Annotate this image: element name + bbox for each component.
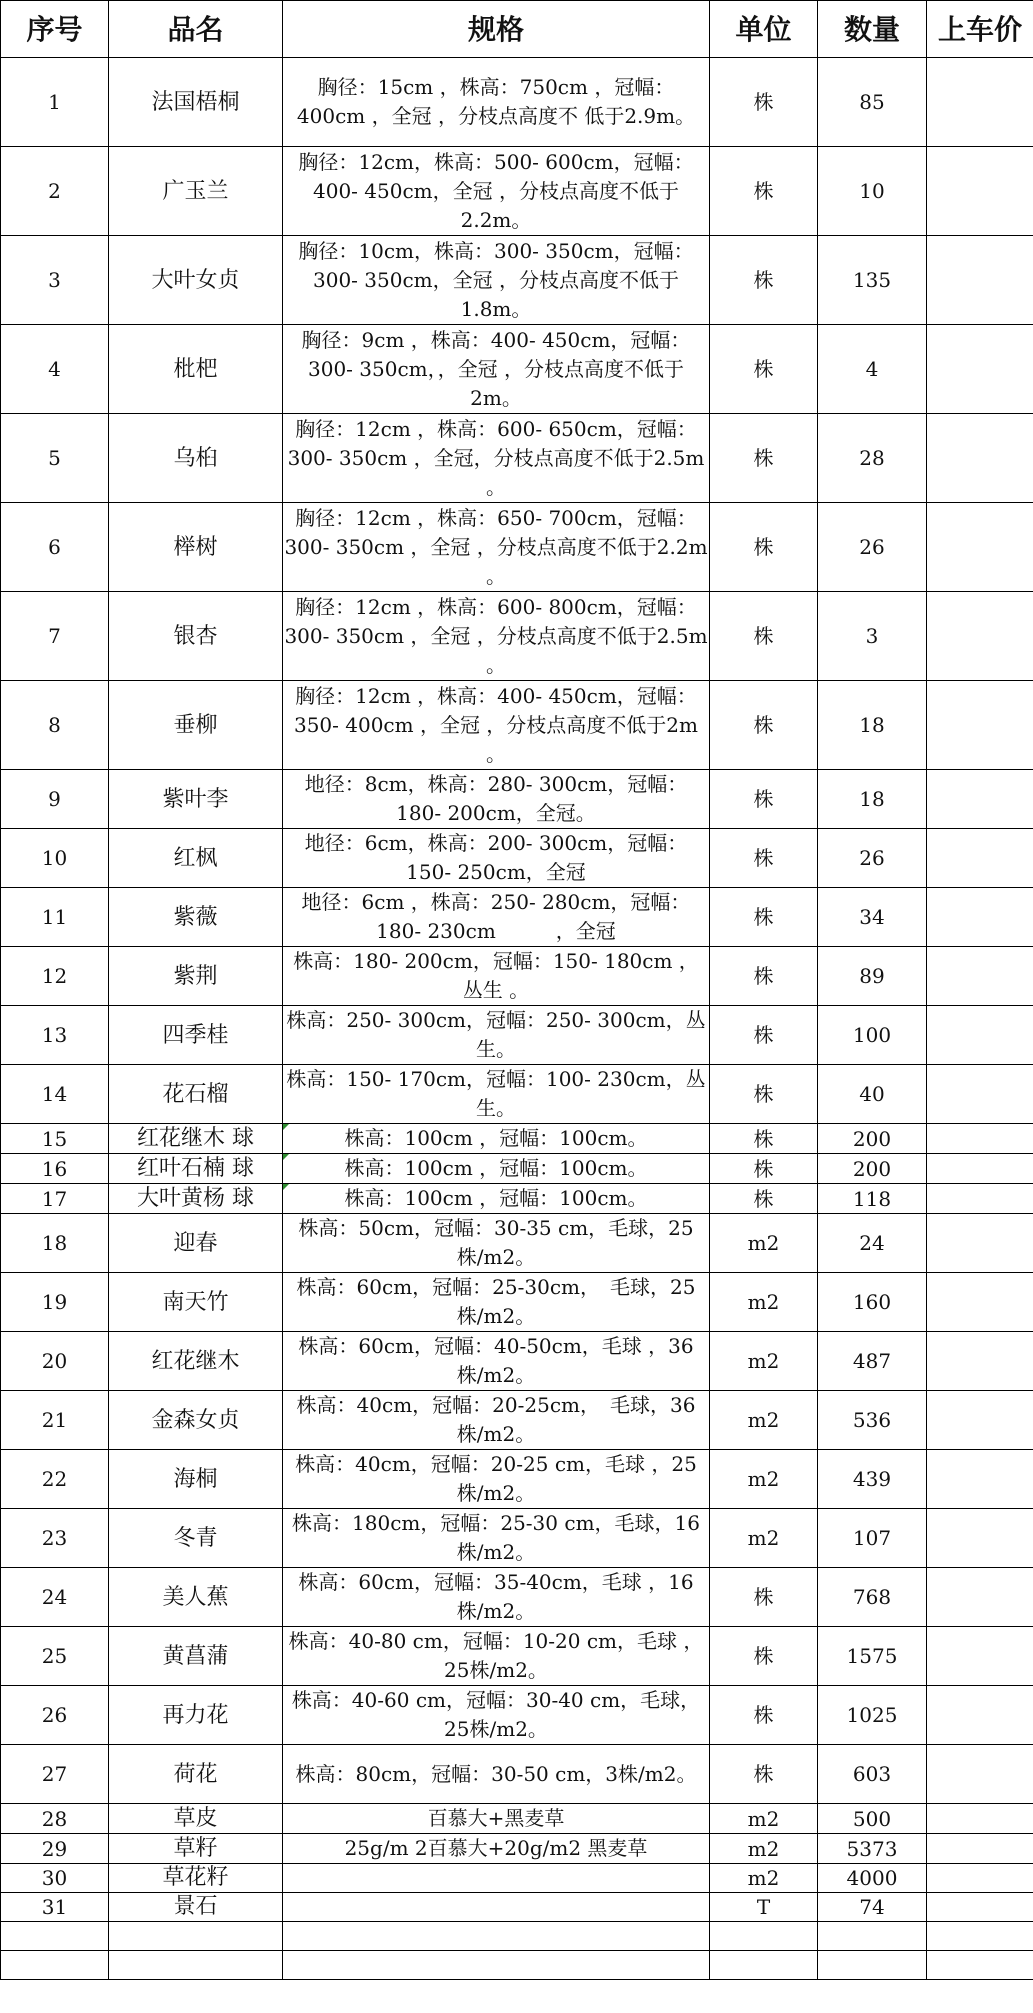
cell-quantity: 4000 bbox=[818, 1864, 927, 1893]
cell-index: 15 bbox=[1, 1124, 109, 1154]
header-index: 序号 bbox=[1, 1, 109, 58]
cell-price bbox=[927, 1006, 1033, 1065]
cell-unit bbox=[710, 1922, 818, 1951]
cell-price bbox=[927, 1686, 1033, 1745]
cell-spec: 百慕大+黑麦草 bbox=[283, 1804, 710, 1834]
table-row bbox=[1, 1124, 1033, 1154]
cell-quantity: 439 bbox=[818, 1450, 927, 1509]
cell-price bbox=[927, 1065, 1033, 1124]
cell-quantity: 74 bbox=[818, 1893, 927, 1922]
table-row bbox=[1, 1951, 1033, 1980]
cell-index: 23 bbox=[1, 1509, 109, 1568]
header-spec: 规格 bbox=[283, 1, 710, 58]
cell-price bbox=[927, 1332, 1033, 1391]
cell-price bbox=[927, 829, 1033, 888]
cell-unit: 株 bbox=[710, 592, 818, 681]
cell-unit: 株 bbox=[710, 58, 818, 147]
cell-index: 8 bbox=[1, 681, 109, 770]
cell-quantity: 1025 bbox=[818, 1686, 927, 1745]
cell-name: 红花继木 球 bbox=[109, 1124, 283, 1154]
cell-name: 海桐 bbox=[109, 1450, 283, 1509]
cell-name: 大叶黄杨 球 bbox=[109, 1184, 283, 1214]
cell-price bbox=[927, 1568, 1033, 1627]
cell-price bbox=[927, 503, 1033, 592]
cell-spec: 株高：40-60 cm，冠幅：30-40 cm，毛球，25株/m2。 bbox=[283, 1686, 710, 1745]
cell-spec: 株高：250- 300cm，冠幅：250- 300cm，丛生。 bbox=[283, 1006, 710, 1065]
cell-spec bbox=[283, 1922, 710, 1951]
cell-unit: 株 bbox=[710, 829, 818, 888]
cell-quantity: 40 bbox=[818, 1065, 927, 1124]
cell-spec: 胸径：12cm ，株高：400- 450cm，冠幅：350- 400cm ，全冠 ，分枝点高度不低于2m 。 bbox=[283, 681, 710, 770]
cell-quantity: 160 bbox=[818, 1273, 927, 1332]
cell-price bbox=[927, 770, 1033, 829]
cell-unit: 株 bbox=[710, 1154, 818, 1184]
cell-spec: 地径：6cm，株高：200- 300cm，冠幅：150- 250cm，全冠 bbox=[283, 829, 710, 888]
cell-index: 28 bbox=[1, 1804, 109, 1834]
cell-unit: 株 bbox=[710, 1006, 818, 1065]
cell-quantity: 34 bbox=[818, 888, 927, 947]
table-row bbox=[1, 1509, 1033, 1568]
cell-price bbox=[927, 325, 1033, 414]
cell-index: 24 bbox=[1, 1568, 109, 1627]
cell-quantity: 1575 bbox=[818, 1627, 927, 1686]
cell-index: 27 bbox=[1, 1745, 109, 1804]
cell-spec bbox=[283, 1864, 710, 1893]
cell-name: 草皮 bbox=[109, 1804, 283, 1834]
table-row bbox=[1, 947, 1033, 1006]
cell-spec: 胸径：15cm ，株高：750cm ，冠幅：400cm ，全冠 ，分枝点高度不 低于2.9m。 bbox=[283, 58, 710, 147]
header-quantity: 数量 bbox=[818, 1, 927, 58]
cell-spec: 株高：180- 200cm，冠幅：150- 180cm ，丛生 。 bbox=[283, 947, 710, 1006]
cell-quantity: 107 bbox=[818, 1509, 927, 1568]
cell-index: 4 bbox=[1, 325, 109, 414]
cell-name: 紫荆 bbox=[109, 947, 283, 1006]
cell-index: 14 bbox=[1, 1065, 109, 1124]
cell-quantity: 603 bbox=[818, 1745, 927, 1804]
cell-price bbox=[927, 1922, 1033, 1951]
cell-quantity: 18 bbox=[818, 681, 927, 770]
table-row bbox=[1, 1332, 1033, 1391]
cell-name: 红叶石楠 球 bbox=[109, 1154, 283, 1184]
cell-spec: 株高：100cm ，冠幅：100cm。 bbox=[283, 1184, 710, 1214]
cell-unit: 株 bbox=[710, 414, 818, 503]
cell-name: 美人蕉 bbox=[109, 1568, 283, 1627]
cell-price bbox=[927, 947, 1033, 1006]
cell-unit: 株 bbox=[710, 325, 818, 414]
cell-price bbox=[927, 1834, 1033, 1864]
table-row bbox=[1, 1065, 1033, 1124]
cell-unit: m2 bbox=[710, 1273, 818, 1332]
table-row bbox=[1, 1273, 1033, 1332]
cell-quantity: 24 bbox=[818, 1214, 927, 1273]
cell-spec bbox=[283, 1951, 710, 1980]
cell-name: 南天竹 bbox=[109, 1273, 283, 1332]
cell-spec: 株高：180cm，冠幅：25-30 cm，毛球，16株/m2。 bbox=[283, 1509, 710, 1568]
cell-unit: 株 bbox=[710, 503, 818, 592]
cell-spec: 株高：80cm，冠幅：30-50 cm，3株/m2。 bbox=[283, 1745, 710, 1804]
table-row bbox=[1, 1893, 1033, 1922]
cell-index: 16 bbox=[1, 1154, 109, 1184]
cell-quantity: 85 bbox=[818, 58, 927, 147]
cell-spec: 株高：60cm，冠幅：40-50cm，毛球 ，36株/m2。 bbox=[283, 1332, 710, 1391]
cell-price bbox=[927, 592, 1033, 681]
cell-price bbox=[927, 1184, 1033, 1214]
cell-unit: m2 bbox=[710, 1214, 818, 1273]
cell-quantity: 5373 bbox=[818, 1834, 927, 1864]
cell-quantity: 100 bbox=[818, 1006, 927, 1065]
cell-price bbox=[927, 1214, 1033, 1273]
cell-spec: 胸径：12cm ，株高：650- 700cm，冠幅：300- 350cm ，全冠 ，分枝点高度不低于2.2m 。 bbox=[283, 503, 710, 592]
cell-index: 11 bbox=[1, 888, 109, 947]
cell-quantity: 200 bbox=[818, 1124, 927, 1154]
cell-unit: 株 bbox=[710, 770, 818, 829]
cell-quantity: 4 bbox=[818, 325, 927, 414]
cell-name: 四季桂 bbox=[109, 1006, 283, 1065]
cell-quantity: 118 bbox=[818, 1184, 927, 1214]
cell-price bbox=[927, 236, 1033, 325]
cell-quantity: 200 bbox=[818, 1154, 927, 1184]
cell-name: 枇杷 bbox=[109, 325, 283, 414]
cell-spec: 株高：150- 170cm，冠幅：100- 230cm，丛生。 bbox=[283, 1065, 710, 1124]
cell-unit: 株 bbox=[710, 947, 818, 1006]
table-row bbox=[1, 1006, 1033, 1065]
cell-price bbox=[927, 1124, 1033, 1154]
table-row bbox=[1, 1864, 1033, 1893]
cell-quantity: 26 bbox=[818, 503, 927, 592]
cell-name: 红枫 bbox=[109, 829, 283, 888]
cell-index bbox=[1, 1922, 109, 1951]
cell-price bbox=[927, 681, 1033, 770]
cell-name: 垂柳 bbox=[109, 681, 283, 770]
table-row bbox=[1, 1834, 1033, 1864]
cell-name: 银杏 bbox=[109, 592, 283, 681]
cell-spec: 株高：40-80 cm，冠幅：10-20 cm，毛球 ，25株/m2。 bbox=[283, 1627, 710, 1686]
table-row bbox=[1, 1214, 1033, 1273]
table-row bbox=[1, 592, 1033, 681]
cell-spec: 株高：40cm，冠幅：20-25cm， 毛球，36株/m2。 bbox=[283, 1391, 710, 1450]
cell-quantity bbox=[818, 1951, 927, 1980]
cell-unit: 株 bbox=[710, 1124, 818, 1154]
cell-price bbox=[927, 1509, 1033, 1568]
cell-name: 红花继木 bbox=[109, 1332, 283, 1391]
cell-name: 金森女贞 bbox=[109, 1391, 283, 1450]
cell-unit: 株 bbox=[710, 888, 818, 947]
cell-spec: 株高：60cm，冠幅：35-40cm，毛球 ，16株/m2。 bbox=[283, 1568, 710, 1627]
cell-unit: m2 bbox=[710, 1450, 818, 1509]
cell-quantity: 28 bbox=[818, 414, 927, 503]
cell-spec: 株高：40cm，冠幅：20-25 cm，毛球 ，25株/m2。 bbox=[283, 1450, 710, 1509]
table-row bbox=[1, 414, 1033, 503]
cell-spec: 地径：6cm ，株高：250- 280cm，冠幅：180- 230cm ，全冠 bbox=[283, 888, 710, 947]
cell-index: 31 bbox=[1, 1893, 109, 1922]
cell-name: 黄菖蒲 bbox=[109, 1627, 283, 1686]
cell-index: 10 bbox=[1, 829, 109, 888]
cell-index bbox=[1, 1951, 109, 1980]
cell-quantity: 26 bbox=[818, 829, 927, 888]
cell-spec: 胸径：12cm ，株高：600- 800cm，冠幅：300- 350cm ，全冠 ，分枝点高度不低于2.5m 。 bbox=[283, 592, 710, 681]
cell-name: 荷花 bbox=[109, 1745, 283, 1804]
cell-index: 12 bbox=[1, 947, 109, 1006]
table-row bbox=[1, 1391, 1033, 1450]
cell-unit: 株 bbox=[710, 1065, 818, 1124]
cell-spec: 胸径：12cm，株高：500- 600cm，冠幅：400- 450cm，全冠 ，分枝点高度不低于2.2m。 bbox=[283, 147, 710, 236]
cell-index: 25 bbox=[1, 1627, 109, 1686]
cell-index: 19 bbox=[1, 1273, 109, 1332]
table-row bbox=[1, 1450, 1033, 1509]
cell-name: 紫叶李 bbox=[109, 770, 283, 829]
header-row bbox=[1, 1, 1033, 58]
cell-spec: 胸径：12cm ，株高：600- 650cm，冠幅：300- 350cm ，全冠，分枝点高度不低于2.5m 。 bbox=[283, 414, 710, 503]
cell-price bbox=[927, 414, 1033, 503]
cell-unit: 株 bbox=[710, 681, 818, 770]
cell-index: 18 bbox=[1, 1214, 109, 1273]
cell-unit bbox=[710, 1951, 818, 1980]
cell-unit: 株 bbox=[710, 1745, 818, 1804]
cell-quantity: 18 bbox=[818, 770, 927, 829]
cell-quantity: 3 bbox=[818, 592, 927, 681]
table-body bbox=[1, 58, 1033, 1980]
header-name: 品名 bbox=[109, 1, 283, 58]
header-unit: 单位 bbox=[710, 1, 818, 58]
table-row bbox=[1, 1184, 1033, 1214]
cell-name bbox=[109, 1922, 283, 1951]
cell-index: 7 bbox=[1, 592, 109, 681]
cell-spec bbox=[283, 1893, 710, 1922]
cell-index: 9 bbox=[1, 770, 109, 829]
table-row bbox=[1, 1804, 1033, 1834]
table-row bbox=[1, 236, 1033, 325]
cell-unit: 株 bbox=[710, 1627, 818, 1686]
cell-price bbox=[927, 1864, 1033, 1893]
cell-price bbox=[927, 1804, 1033, 1834]
cell-price bbox=[927, 1154, 1033, 1184]
cell-unit: 株 bbox=[710, 1686, 818, 1745]
cell-index: 30 bbox=[1, 1864, 109, 1893]
cell-index: 22 bbox=[1, 1450, 109, 1509]
cell-price bbox=[927, 1951, 1033, 1980]
cell-index: 26 bbox=[1, 1686, 109, 1745]
cell-unit: m2 bbox=[710, 1391, 818, 1450]
table-row bbox=[1, 1154, 1033, 1184]
cell-price bbox=[927, 1627, 1033, 1686]
cell-unit: T bbox=[710, 1893, 818, 1922]
header-price: 上车价 bbox=[927, 1, 1033, 58]
cell-quantity: 487 bbox=[818, 1332, 927, 1391]
cell-quantity bbox=[818, 1922, 927, 1951]
cell-name: 大叶女贞 bbox=[109, 236, 283, 325]
table-row bbox=[1, 770, 1033, 829]
cell-quantity: 89 bbox=[818, 947, 927, 1006]
cell-price bbox=[927, 1745, 1033, 1804]
cell-index: 1 bbox=[1, 58, 109, 147]
table-row bbox=[1, 1568, 1033, 1627]
cell-spec: 胸径：10cm，株高：300- 350cm，冠幅：300- 350cm，全冠 ，分枝点高度不低于1.8m。 bbox=[283, 236, 710, 325]
cell-price bbox=[927, 1450, 1033, 1509]
cell-spec: 株高：100cm ，冠幅：100cm。 bbox=[283, 1154, 710, 1184]
cell-index: 6 bbox=[1, 503, 109, 592]
cell-index: 20 bbox=[1, 1332, 109, 1391]
table-row bbox=[1, 58, 1033, 147]
cell-price bbox=[927, 1893, 1033, 1922]
cell-name: 花石榴 bbox=[109, 1065, 283, 1124]
cell-name: 草籽 bbox=[109, 1834, 283, 1864]
cell-price bbox=[927, 58, 1033, 147]
cell-price bbox=[927, 1391, 1033, 1450]
cell-unit: 株 bbox=[710, 1568, 818, 1627]
cell-price bbox=[927, 1273, 1033, 1332]
table-row bbox=[1, 888, 1033, 947]
table-row bbox=[1, 681, 1033, 770]
cell-name: 景石 bbox=[109, 1893, 283, 1922]
cell-spec: 地径：8cm，株高：280- 300cm，冠幅：180- 200cm，全冠。 bbox=[283, 770, 710, 829]
table-row bbox=[1, 829, 1033, 888]
cell-unit: 株 bbox=[710, 147, 818, 236]
cell-name: 草花籽 bbox=[109, 1864, 283, 1893]
cell-name: 乌桕 bbox=[109, 414, 283, 503]
cell-spec: 株高：100cm ，冠幅：100cm。 bbox=[283, 1124, 710, 1154]
cell-unit: m2 bbox=[710, 1509, 818, 1568]
cell-quantity: 536 bbox=[818, 1391, 927, 1450]
cell-spec: 25g/m 2百慕大+20g/m2 黑麦草 bbox=[283, 1834, 710, 1864]
cell-unit: m2 bbox=[710, 1804, 818, 1834]
cell-unit: m2 bbox=[710, 1834, 818, 1864]
cell-spec: 株高：50cm，冠幅：30-35 cm，毛球，25株/m2。 bbox=[283, 1214, 710, 1273]
cell-index: 3 bbox=[1, 236, 109, 325]
cell-unit: 株 bbox=[710, 236, 818, 325]
cell-name: 迎春 bbox=[109, 1214, 283, 1273]
cell-quantity: 500 bbox=[818, 1804, 927, 1834]
cell-quantity: 768 bbox=[818, 1568, 927, 1627]
cell-price bbox=[927, 888, 1033, 947]
cell-spec: 株高：60cm，冠幅：25-30cm， 毛球，25株/m2。 bbox=[283, 1273, 710, 1332]
table-row bbox=[1, 1922, 1033, 1951]
cell-quantity: 10 bbox=[818, 147, 927, 236]
cell-unit: m2 bbox=[710, 1864, 818, 1893]
table-row bbox=[1, 147, 1033, 236]
cell-unit: 株 bbox=[710, 1184, 818, 1214]
table-row bbox=[1, 1686, 1033, 1745]
cell-name: 冬青 bbox=[109, 1509, 283, 1568]
table-row bbox=[1, 1745, 1033, 1804]
cell-index: 17 bbox=[1, 1184, 109, 1214]
cell-name bbox=[109, 1951, 283, 1980]
cell-index: 5 bbox=[1, 414, 109, 503]
table-row bbox=[1, 325, 1033, 414]
cell-name: 广玉兰 bbox=[109, 147, 283, 236]
table-row bbox=[1, 503, 1033, 592]
cell-name: 榉树 bbox=[109, 503, 283, 592]
cell-index: 21 bbox=[1, 1391, 109, 1450]
cell-index: 13 bbox=[1, 1006, 109, 1065]
cell-name: 紫薇 bbox=[109, 888, 283, 947]
cell-name: 法国梧桐 bbox=[109, 58, 283, 147]
cell-spec: 胸径：9cm ，株高：400- 450cm，冠幅：300- 350cm，，全冠 ，分枝点高度不低于2m。 bbox=[283, 325, 710, 414]
cell-price bbox=[927, 147, 1033, 236]
cell-index: 29 bbox=[1, 1834, 109, 1864]
cell-unit: m2 bbox=[710, 1332, 818, 1391]
cell-quantity: 135 bbox=[818, 236, 927, 325]
cell-index: 2 bbox=[1, 147, 109, 236]
table-row bbox=[1, 1627, 1033, 1686]
cell-name: 再力花 bbox=[109, 1686, 283, 1745]
